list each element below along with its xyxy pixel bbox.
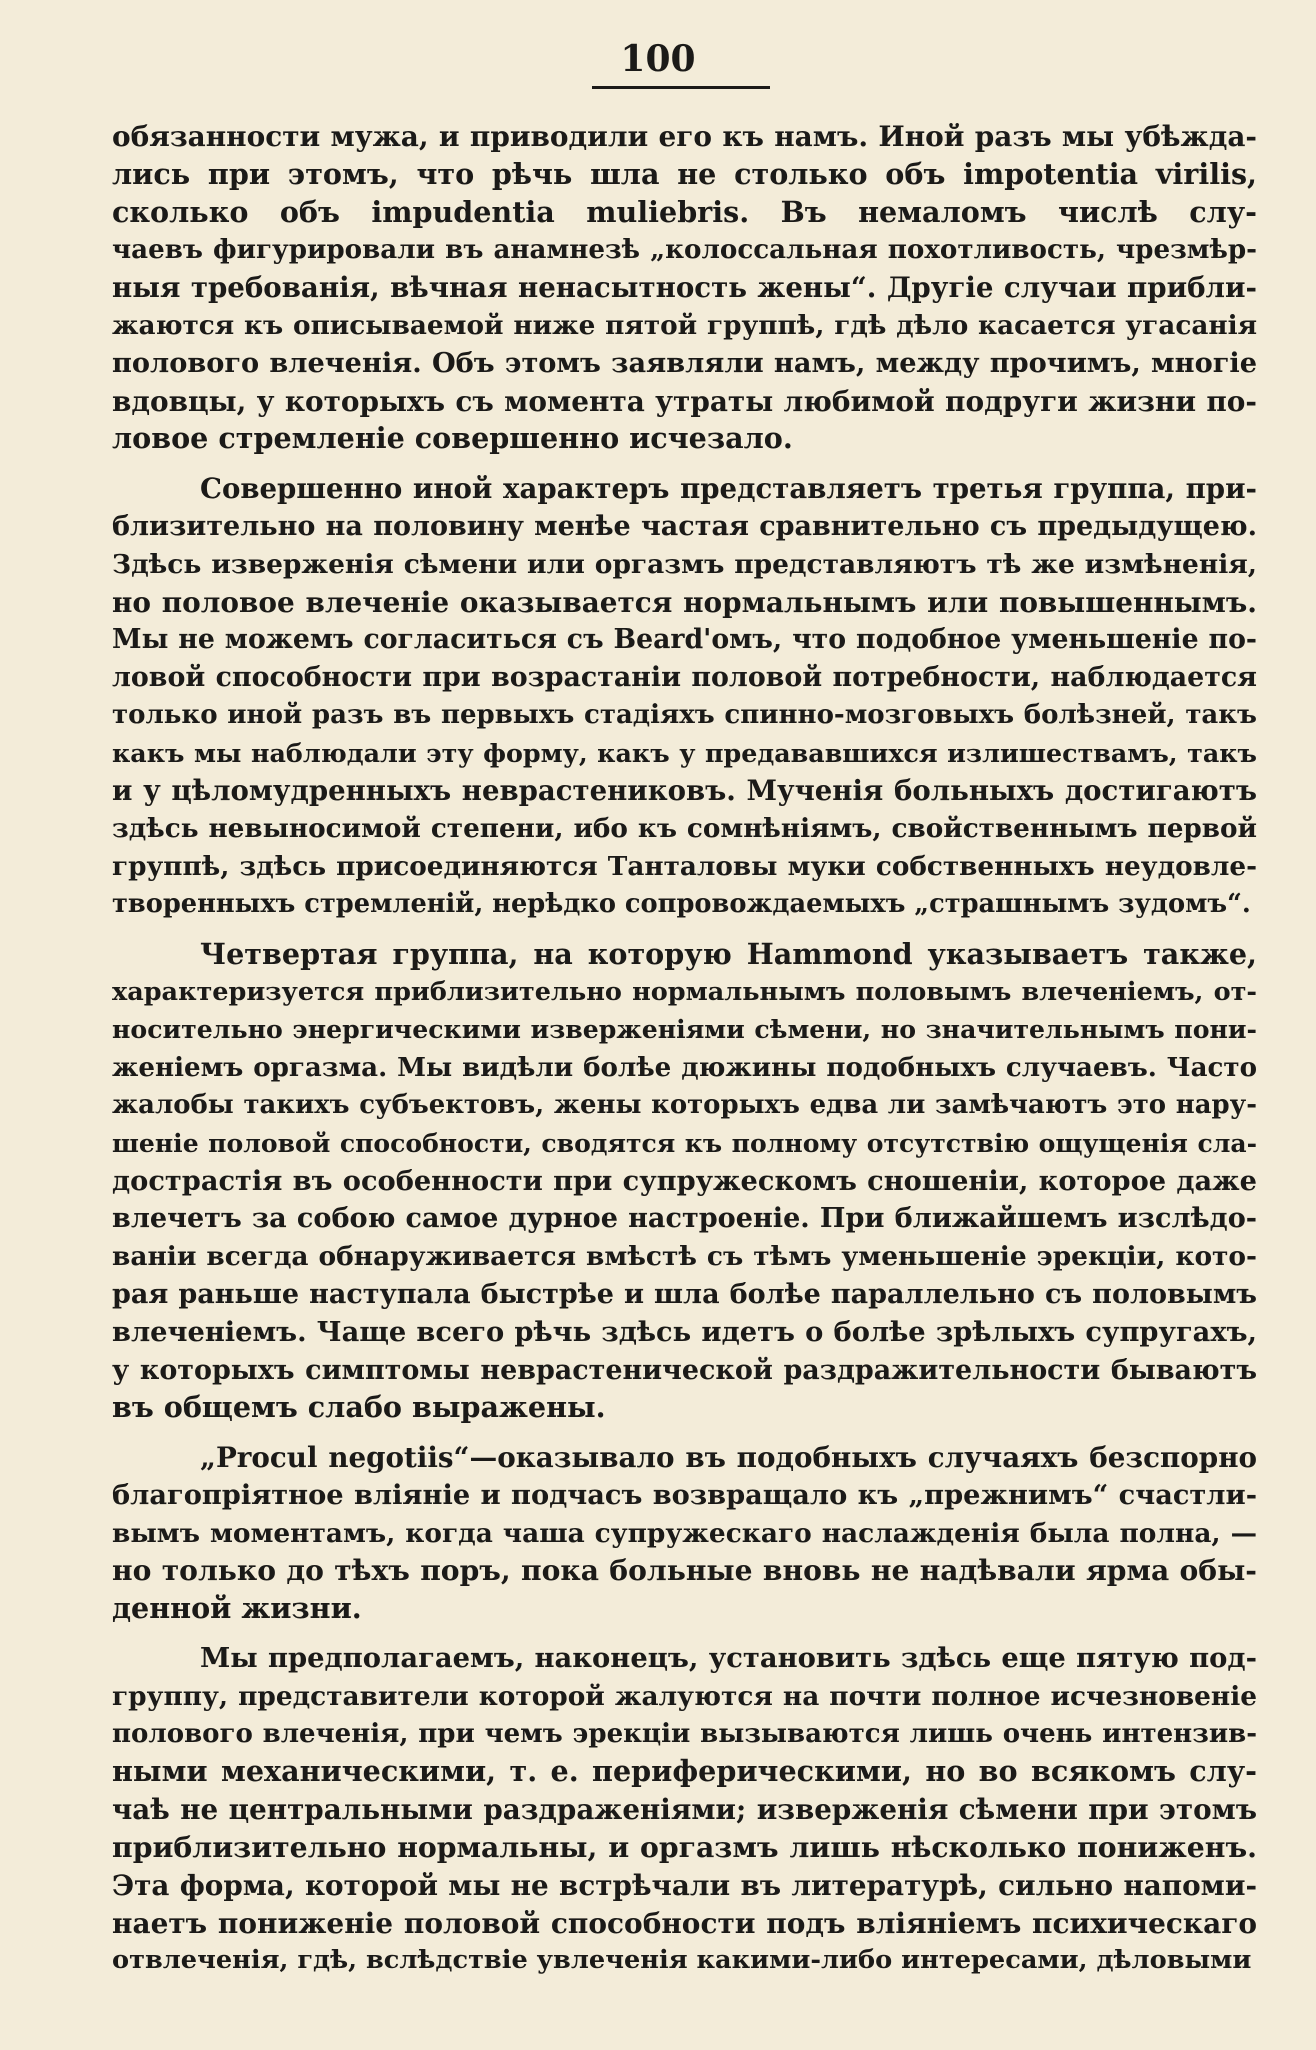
text-line: Четвертая группа, на которую Hammond указываетъ также, <box>200 936 1257 971</box>
paragraph <box>112 118 1257 458</box>
text-line: Мы не можемъ согласиться съ Beard'омъ, что подобное уменьшеніе по- <box>112 624 1257 656</box>
header-rule <box>592 86 770 89</box>
text-line: обязанности мужа, и приводили его къ намъ. Иной разъ мы убѣжда- <box>112 120 1257 153</box>
paragraph <box>112 470 1257 924</box>
paragraph-gap <box>112 1628 1257 1640</box>
text-line: благопріятное вліяніе и подчасъ возвращало къ „прежнимъ“ счастли- <box>112 1478 1257 1511</box>
text-line: влеченіемъ. Чаще всего рѣчь здѣсь идетъ о болѣе зрѣлыхъ супругахъ, <box>112 1315 1257 1348</box>
text-line: ловой способности при возрастаніи половой потребности, наблюдается <box>112 662 1257 694</box>
text-line: полового влеченія. Объ этомъ заявляли намъ, между прочимъ, многіе <box>112 346 1257 379</box>
text-line: сколько объ impudentia muliebris. Въ немаломъ числѣ слу- <box>112 194 1257 229</box>
text-line: рая раньше наступала быстрѣе и шла болѣе параллельно съ половымъ <box>112 1278 1257 1310</box>
text-line: Здѣсь изверженія сѣмени или оргазмъ представляютъ тѣ же измѣненія, <box>112 548 1257 580</box>
text-line: чаевъ фигурировали въ анамнезѣ „колоссальная похотливость, чрезмѣр- <box>112 234 1257 266</box>
text-line: только иной разъ въ первыхъ стадіяхъ спинно-мозговыхъ болѣзней, такъ <box>112 699 1257 730</box>
paragraph <box>112 1439 1257 1628</box>
text-line: носительно энергическими изверженіями сѣмени, но значительнымъ пони- <box>112 1014 1257 1045</box>
text-line: лись при этомъ, что рѣчь шла не столько объ impotentia virilis, <box>112 156 1257 191</box>
text-line: группѣ, здѣсь присоединяются Танталовы муки собственныхъ неудовле- <box>112 851 1257 883</box>
text-line: какъ мы наблюдали эту форму, какъ у предававшихся излишествамъ, такъ <box>112 737 1257 768</box>
text-line: творенныхъ стремленій, нерѣдко сопровождаемыхъ „страшнымъ зудомъ“. <box>112 888 1251 919</box>
text-line: жалобы такихъ субъектовъ, жены которыхъ едва ли замѣчаютъ это нару- <box>112 1089 1257 1120</box>
text-line: вдовцы, у которыхъ съ момента утраты любимой подруги жизни по- <box>112 384 1257 418</box>
text-line: ными механическими, т. е. периферическими, но во всякомъ слу- <box>112 1754 1257 1789</box>
paragraph <box>112 936 1257 1427</box>
text-line: Эта форма, которой мы не встрѣчали въ литературѣ, сильно напоми- <box>112 1868 1257 1902</box>
text-line: Совершенно иной характеръ представляетъ третья группа, при- <box>200 472 1257 506</box>
body-text <box>112 118 1257 1980</box>
text-line: влечетъ за собою самое дурное настроеніе. При ближайшемъ изслѣдо- <box>112 1203 1257 1235</box>
page-number: 100 <box>620 38 696 80</box>
text-line: приблизительно нормальны, и оргазмъ лишь нѣсколько пониженъ. <box>112 1830 1257 1865</box>
text-line: въ общемъ слабо выражены. <box>112 1390 606 1425</box>
text-line: полового влеченія, при чемъ эрекціи вызываются лишь очень интензив- <box>112 1718 1257 1749</box>
text-line: группу, представители которой жалуются на почти полное исчезновеніе <box>112 1680 1257 1712</box>
text-line: женіемъ оргазма. Мы видѣли болѣе дюжины подобныхъ случаевъ. Часто <box>112 1052 1257 1084</box>
paragraph-gap <box>112 458 1257 470</box>
text-line: ловое стремленіе совершенно исчезало. <box>112 421 793 456</box>
text-line: дострастія въ особенности при супружескомъ сношеніи, которое даже <box>112 1164 1257 1197</box>
text-line: вымъ моментамъ, когда чаша супружескаго наслажденія была полна, — <box>112 1517 1257 1549</box>
text-line: но только до тѣхъ поръ, пока больные вновь не надѣвали ярма обы- <box>112 1554 1257 1588</box>
paragraph-gap <box>112 924 1257 936</box>
text-line: ныя требованія, вѣчная ненасытность жены“. Другіе случаи прибли- <box>112 271 1257 305</box>
text-line: но половое влеченіе оказывается нормальнымъ или повышеннымъ. <box>112 585 1257 619</box>
text-line: у которыхъ симптомы неврастенической раздражительности бываютъ <box>112 1354 1257 1386</box>
text-line: наетъ пониженіе половой способности подъ вліяніемъ психическаго <box>112 1906 1257 1940</box>
text-line: жаются къ описываемой ниже пятой группѣ, гдѣ дѣло касается угасанія <box>112 309 1257 341</box>
text-line: характеризуется приблизительно нормальнымъ половымъ влеченіемъ, от- <box>112 976 1257 1007</box>
text-line: и у цѣломудренныхъ неврастениковъ. Мученія больныхъ достигаютъ <box>112 774 1257 807</box>
text-line: шеніе половой способности, сводятся къ полному отсутствію ощущенія сла- <box>112 1127 1257 1158</box>
text-line: „Procul negotiis“—оказывало въ подобныхъ случаяхъ безспорно <box>200 1441 1257 1475</box>
text-line: чаѣ не центральными раздраженіями; изверженія сѣмени при этомъ <box>112 1793 1257 1827</box>
text-line: ваніи всегда обнаруживается вмѣстѣ съ тѣмъ уменьшеніе эрекціи, кото- <box>112 1241 1257 1273</box>
text-line: близительно на половину менѣе частая сравнительно съ предыдущею. <box>112 510 1257 542</box>
text-line: здѣсь невыносимой степени, ибо къ сомнѣніямъ, свойственнымъ первой <box>112 813 1257 845</box>
text-line: денной жизни. <box>112 1591 362 1626</box>
text-line: отвлеченія, гдѣ, вслѣдствіе увлеченія какими-либо интересами, дѣловыми <box>112 1945 1252 1976</box>
text-line: Мы предполагаемъ, наконецъ, установить здѣсь еще пятую под- <box>200 1642 1257 1675</box>
paragraph-gap <box>112 1427 1257 1439</box>
paragraph <box>112 1640 1257 1980</box>
